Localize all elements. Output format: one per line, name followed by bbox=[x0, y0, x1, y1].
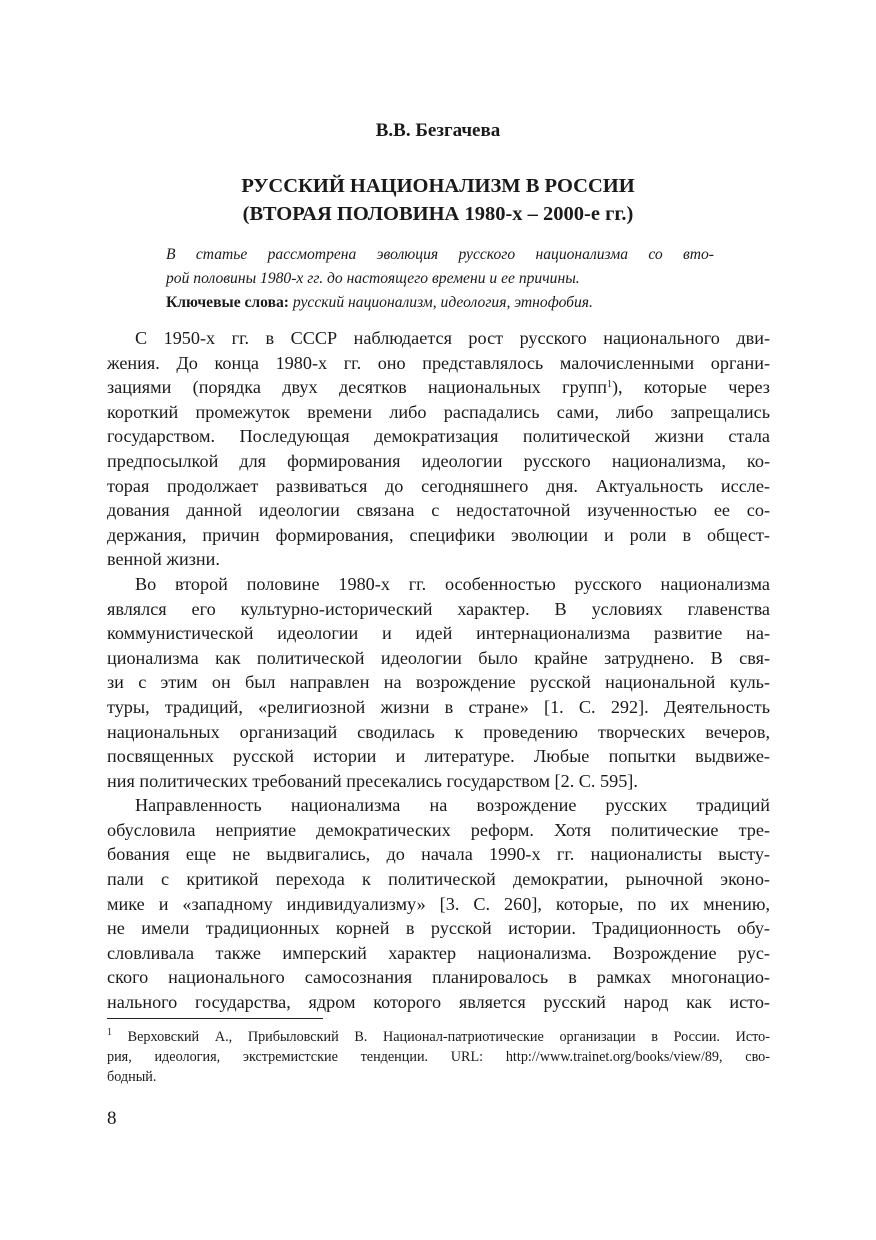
page-number: 8 bbox=[107, 1108, 117, 1129]
keywords-line bbox=[166, 291, 714, 315]
body-text: ), которые через bbox=[611, 377, 770, 398]
body-line: держания, причин формирования, специфики эволюции и роли в общест- bbox=[107, 524, 770, 545]
abstract-line-1: В статье рассмотрена эволюция русского национализма со вто- bbox=[166, 246, 714, 263]
body-line: С 1950-х гг. в СССР наблюдается рост русского национального дви- bbox=[135, 328, 770, 348]
body-line: ского национального самосознания планировалось в рамках многонацио- bbox=[107, 967, 770, 988]
footnote-line bbox=[107, 1027, 770, 1047]
body-line: являлся его культурно-исторический характер. В условиях главенства bbox=[107, 598, 770, 619]
body-line: нального государства, ядром которого является русский народ как исто- bbox=[107, 992, 770, 1013]
body-line: коммунистической идеологии и идей интернационализма развитие на- bbox=[107, 623, 770, 644]
abstract-line-2: рой половины 1980-х гг. до настоящего времени и ее причины. bbox=[166, 270, 580, 287]
body-line: посвященных русской истории и литературе. Любые попытки выдвиже- bbox=[107, 746, 770, 767]
article-title bbox=[0, 172, 876, 228]
title-line-1: РУССКИЙ НАЦИОНАЛИЗМ В РОССИИ bbox=[241, 175, 635, 197]
keywords-label: Ключевые слова: bbox=[166, 294, 289, 311]
footnote-marker: 1 bbox=[107, 1027, 112, 1038]
footnote-reference[interactable]: 1 bbox=[606, 379, 612, 391]
body-line: не имели традиционных корней в русской истории. Традиционность обу- bbox=[107, 918, 770, 939]
body-line: дования данной идеологии связана с недостаточной изученностью ее со- bbox=[107, 500, 770, 521]
body-line: предпосылкой для формирования идеологии русского национализма, ко- bbox=[107, 450, 770, 471]
body-line: туры, традиций, «религиозной жизни в стране» [1. С. 292]. Деятельность bbox=[107, 696, 770, 717]
footnote-line: бодный. bbox=[107, 1069, 157, 1085]
body-line: Во второй половине 1980-х гг. особенностью русского национализма bbox=[135, 573, 770, 594]
body-line: бования еще не выдвигались, до начала 1990-х гг. националисты высту- bbox=[107, 844, 770, 865]
body-line: Направленность национализма на возрождение русских традиций bbox=[135, 795, 770, 816]
body-line: пали с критикой перехода к политической демократии, рыночной эконо- bbox=[107, 869, 770, 890]
body-line: государством. Последующая демократизация политической жизни стала bbox=[107, 426, 770, 447]
body-line: торая продолжает развиваться до сегодняшнего дня. Актуальность иссле- bbox=[107, 475, 770, 496]
body-line: венной жизни. bbox=[107, 549, 220, 570]
body-text: зациями (порядка двух десятков национальных групп bbox=[107, 377, 607, 398]
body-line: обусловила неприятие демократических реформ. Хотя политические тре- bbox=[107, 819, 770, 840]
body-line-with-footnote bbox=[107, 375, 770, 400]
body-line: мике и «западному индивидуализму» [3. С. 260], которые, по их мнению, bbox=[107, 893, 770, 914]
body-line: ния политических требований пресекались государством [2. С. 595]. bbox=[107, 770, 638, 791]
article-body bbox=[107, 326, 770, 1015]
keywords-text: русский национализм, идеология, этнофобия. bbox=[289, 294, 593, 311]
body-line: жения. До конца 1980-х гг. оно представлялось малочисленными органи- bbox=[107, 352, 770, 373]
abstract bbox=[166, 243, 714, 315]
body-line: короткий промежуток времени либо распадались сами, либо запрещались bbox=[107, 401, 770, 422]
body-line: национальных организаций сводилась к проведению творческих вечеров, bbox=[107, 721, 770, 742]
footnote-text: Верховский А., Прибыловский В. Национал-патриотические организации в России. Исто- bbox=[112, 1029, 770, 1045]
footnote-line: рия, идеология, экстремистские тенденции. URL: http://www.trainet.org/books/view/89, сво- bbox=[107, 1049, 770, 1065]
body-line: словливала также имперский характер национализма. Возрождение рус- bbox=[107, 942, 770, 963]
body-line: зи с этим он был направлен на возрождение русской национальной куль- bbox=[107, 672, 770, 693]
footnote-separator bbox=[107, 1018, 323, 1019]
author-name: В.В. Безгачева bbox=[375, 120, 501, 141]
body-line: ционализма как политической идеологии было крайне затруднено. В свя- bbox=[107, 647, 770, 668]
footnote bbox=[107, 1027, 770, 1087]
title-line-2: (ВТОРАЯ ПОЛОВИНА 1980-х – 2000-е гг.) bbox=[242, 203, 634, 225]
